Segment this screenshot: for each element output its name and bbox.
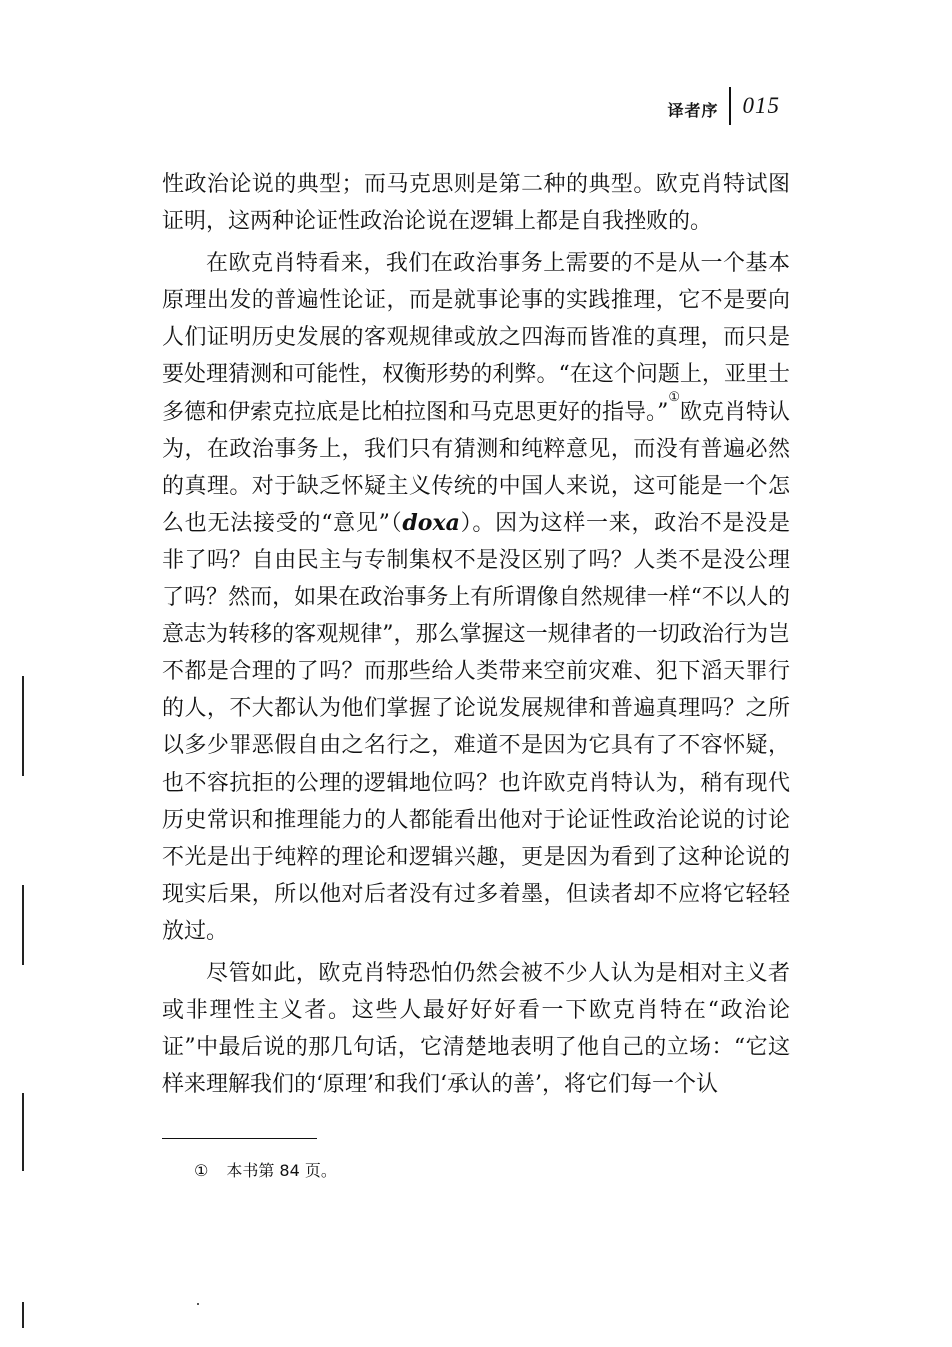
scan-margin-mark	[22, 1302, 24, 1328]
header-divider	[729, 87, 731, 125]
paragraph-2-part-2: 欧克肖特认为，在政治事务上，我们只有猜测和纯粹意见，而没有普遍必然的真理。对于缺乏怀疑主义传统的中国人来说，这可能是一个怎么也无法接受的“意见”（	[162, 399, 790, 536]
running-header	[667, 86, 780, 126]
paragraph-3: 尽管如此，欧克肖特恐怕仍然会被不少人认为是相对主义者或非理性主义者。这些人最好好好看一下欧克肖特在“政治论证”中最后说的那几句话，它清楚地表明了他自己的立场：“它这样来理解我们的‘原理’和我们‘承认的善’，将它们每一个认	[162, 960, 790, 1098]
paragraph-2-part-3: ）。因为这样一来，政治不是没是非了吗？自由民主与专制集权不是没区别了吗？人类不是没公理了吗？然而，如果在政治事务上有所谓像自然规律一样“不以人的意志为转移的客观规律”，那么掌握这一规律者的一切政治行为岂不都是合理的了吗？而那些给人类带来空前灾难、犯下滔天罪行的人，不大都认为他们掌握了论说发展规律和普遍真理吗？之所以多少罪恶假自由之名行之，难道不是因为它具有了不容怀疑，也不容抗拒的公理的逻辑地位吗？也许欧克肖特认为，稍有现代历史常识和推理能力的人都能看出他对于论证性政治论说的讨论不光是出于纯粹的理论和逻辑兴趣，更是因为看到了这种论说的现实后果，所以他对后者没有过多着墨，但读者却不应将它轻轻放过。	[162, 510, 790, 944]
scan-margin-mark	[22, 676, 24, 776]
doxa-term: doxa	[402, 509, 460, 536]
footnote	[194, 1158, 337, 1181]
scan-margin-mark	[22, 885, 24, 965]
scan-speck	[197, 1303, 199, 1305]
paragraph-2	[162, 245, 790, 950]
body-text	[162, 166, 790, 1103]
footnote-divider	[162, 1138, 317, 1139]
footnote-text: 本书第 84 页。	[226, 1161, 337, 1180]
footnote-mark: ①	[194, 1161, 209, 1180]
section-title: 译者序	[667, 100, 719, 120]
scan-margin-mark	[22, 1093, 24, 1171]
page-number: 015	[742, 93, 780, 118]
footnote-reference: ①	[668, 389, 680, 405]
paragraph-2-part-1: 在欧克肖特看来，我们在政治事务上需要的不是从一个基本原理出发的普遍性论证，而是就事论事的实践推理，它不是要向人们证明历史发展的客观规律或放之四海而皆准的真理，而只是要处理猜测和可能性，权衡形势的利弊。“在这个问题上，亚里士多德和伊索克拉底是比柏拉图和马克思更好的指导。”	[162, 251, 790, 425]
paragraph-1: 性政治论说的典型；而马克思则是第二种的典型。欧克肖特试图证明，这两种论证性政治论说在逻辑上都是自我挫败的。	[162, 172, 790, 235]
